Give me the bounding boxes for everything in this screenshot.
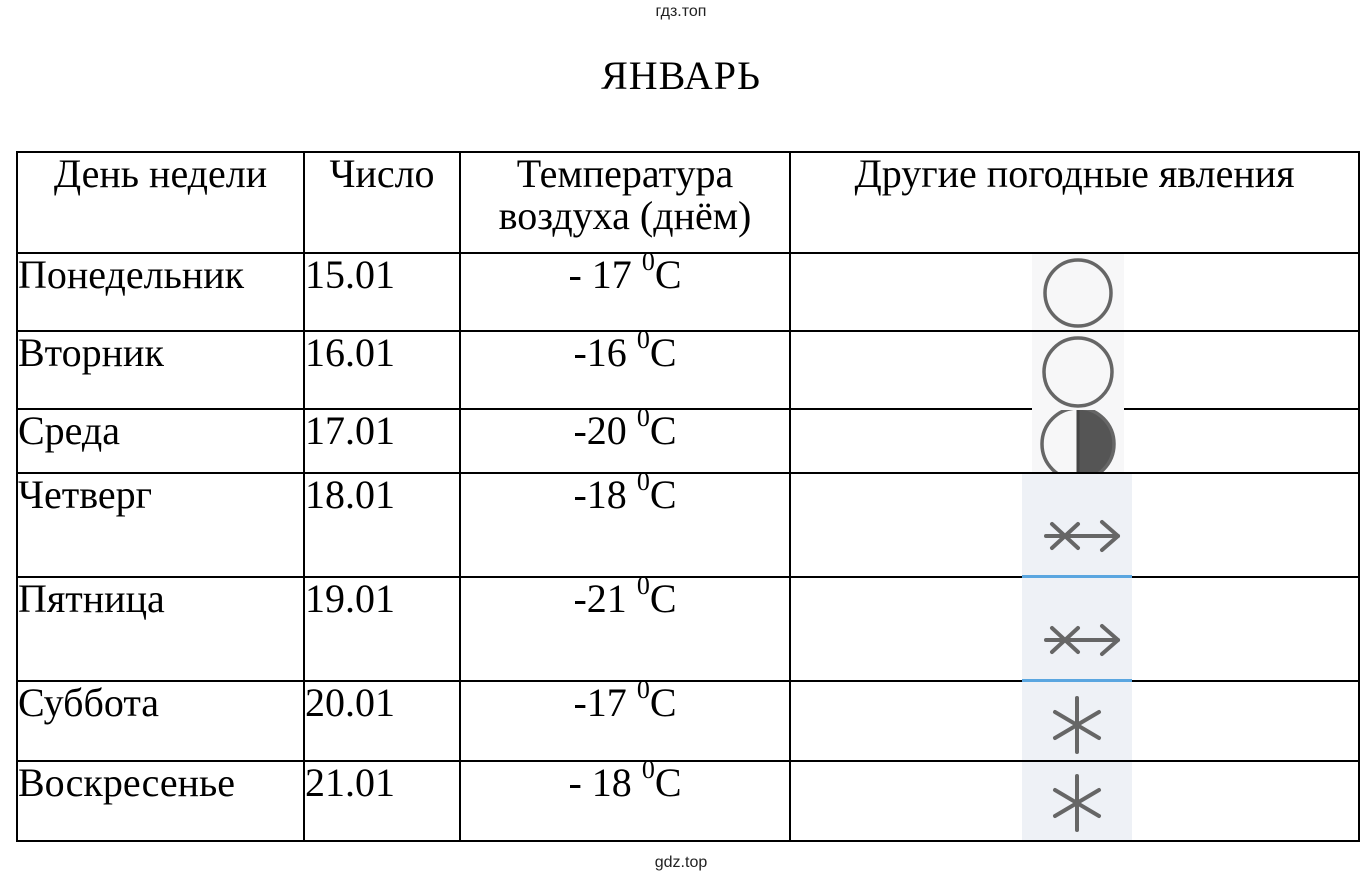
table-row: [17, 331, 1359, 409]
cell-phenomenon: [790, 577, 1359, 681]
degree-sign: 0: [636, 324, 650, 354]
temperature-value: -17: [573, 680, 627, 725]
snow-drift-icon: [1022, 474, 1132, 578]
temperature-unit: С: [649, 680, 677, 725]
cell-date: 17.01: [304, 409, 460, 473]
cell-phenomenon: [790, 409, 1359, 473]
temperature-value: -18: [573, 472, 627, 517]
temperature-value: -16: [573, 330, 627, 375]
cell-day: Четверг: [17, 473, 304, 577]
cell-date: 18.01: [304, 473, 460, 577]
temperature-value: -21: [573, 576, 627, 621]
temperature-unit: С: [654, 760, 682, 805]
temperature-value: - 17: [568, 252, 632, 297]
table-row: [17, 253, 1359, 331]
temperature-unit: С: [649, 472, 677, 517]
temperature-unit: С: [649, 330, 677, 375]
cell-date: 15.01: [304, 253, 460, 331]
cell-temperature: [460, 402, 790, 473]
cell-temperature: [460, 324, 790, 409]
table-row: [17, 409, 1359, 473]
table-row: [17, 761, 1359, 841]
degree-sign: 0: [641, 246, 655, 276]
table-header-row: [17, 152, 1359, 253]
snow-icon: [1022, 762, 1132, 840]
cell-day: Вторник: [17, 331, 304, 409]
clear-sky-circle-icon: [1032, 254, 1124, 330]
header-temperature-line1: Температура: [516, 151, 734, 196]
cell-date: 20.01: [304, 681, 460, 761]
cell-day: Суббота: [17, 681, 304, 761]
degree-sign: 0: [636, 402, 650, 432]
cell-day: Понедельник: [17, 253, 304, 331]
degree-sign: 0: [636, 466, 650, 496]
cell-day: Пятница: [17, 577, 304, 681]
table-row: [17, 681, 1359, 761]
cell-phenomenon: [790, 761, 1359, 841]
cell-temperature: [460, 466, 790, 577]
snow-icon: [1022, 682, 1132, 760]
temperature-unit: С: [654, 252, 682, 297]
watermark-top: гдз.топ: [655, 3, 707, 20]
cell-date: 19.01: [304, 577, 460, 681]
cell-phenomenon: [790, 331, 1359, 409]
page-title: ЯНВАРЬ: [601, 53, 761, 98]
partly-cloudy-half-circle-icon: [1032, 410, 1124, 472]
temperature-value: - 18: [568, 760, 632, 805]
temperature-unit: С: [649, 576, 677, 621]
table-row: [17, 577, 1359, 681]
cell-temperature: [460, 754, 790, 841]
temperature-unit: С: [649, 408, 677, 453]
header-day-of-week: День недели: [17, 152, 304, 253]
cell-temperature: [460, 246, 790, 331]
temperature-value: -20: [573, 408, 627, 453]
cell-date: 21.01: [304, 761, 460, 841]
cell-phenomenon: [790, 473, 1359, 577]
watermark-bottom: gdz.top: [654, 854, 708, 871]
clear-sky-circle-icon: [1032, 332, 1124, 410]
header-other-phenomena: Другие погодные явления: [790, 152, 1359, 253]
degree-sign: 0: [636, 674, 650, 704]
cell-day: Воскресенье: [17, 761, 304, 841]
weather-table: [16, 151, 1360, 842]
cell-temperature: [460, 570, 790, 681]
header-temperature: [460, 152, 790, 253]
degree-sign: 0: [636, 570, 650, 600]
degree-sign: 0: [641, 754, 655, 784]
cell-temperature: [460, 674, 790, 761]
cell-date: 16.01: [304, 331, 460, 409]
header-temperature-line2: воздуха (днём): [498, 193, 752, 238]
snow-drift-icon: [1022, 578, 1132, 682]
header-date: Число: [304, 152, 460, 253]
cell-day: Среда: [17, 409, 304, 473]
cell-phenomenon: [790, 253, 1359, 331]
table-row: [17, 473, 1359, 577]
cell-phenomenon: [790, 681, 1359, 761]
